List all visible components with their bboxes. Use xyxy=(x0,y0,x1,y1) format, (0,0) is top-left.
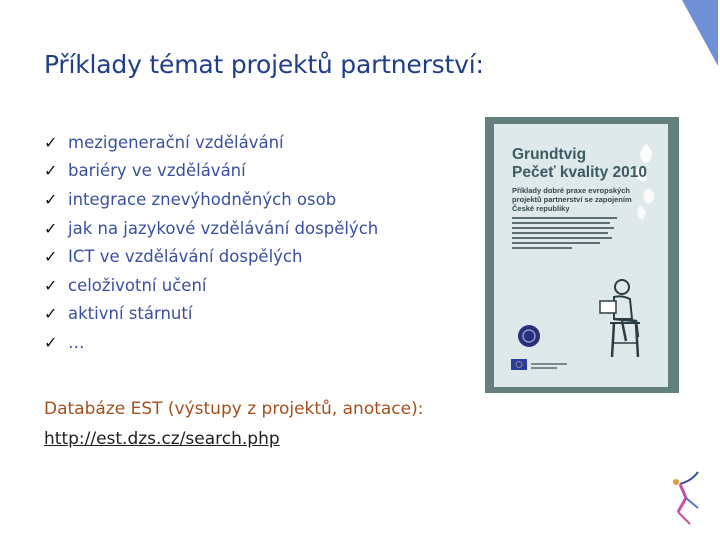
brochure-body-text xyxy=(512,217,642,259)
list-item-label: mezigenerační vzdělávání xyxy=(68,132,284,152)
database-label: Databáze EST (výstupy z projektů, anotace): xyxy=(44,399,424,419)
list-item xyxy=(44,300,378,329)
reading-figure-icon xyxy=(592,279,652,359)
checkmark-icon: ✓ xyxy=(44,304,58,324)
topic-list xyxy=(44,128,378,357)
quality-seal-icon xyxy=(517,324,541,348)
brochure-cover-image xyxy=(485,117,679,393)
brochure-title: Grundtvig Pečeť kvality 2010 xyxy=(512,146,647,181)
dancer-logo-icon xyxy=(668,468,708,528)
list-item xyxy=(44,271,378,300)
list-item xyxy=(44,242,378,271)
list-item-label: ICT ve vzdělávání dospělých xyxy=(68,247,303,267)
checkmark-icon: ✓ xyxy=(44,189,58,209)
database-link[interactable]: http://est.dzs.cz/search.php xyxy=(44,429,280,449)
checkmark-icon: ✓ xyxy=(44,247,58,267)
list-item-label: jak na jazykové vzdělávání dospělých xyxy=(68,218,379,238)
eu-logos-icon xyxy=(511,357,571,373)
brochure-cover-panel xyxy=(494,124,668,387)
text-lines-placeholder xyxy=(512,217,622,257)
list-item-label: … xyxy=(68,332,85,352)
list-item xyxy=(44,128,378,157)
checkmark-icon: ✓ xyxy=(44,218,58,238)
list-item xyxy=(44,185,378,214)
corner-triangle-icon xyxy=(660,0,720,70)
page-title: Příklady témat projektů partnerství: xyxy=(44,50,484,79)
checkmark-icon: ✓ xyxy=(44,132,58,152)
list-item xyxy=(44,157,378,186)
list-item-label: celoživotní učení xyxy=(68,275,207,295)
list-item-label: integrace znevýhodněných osob xyxy=(68,189,337,209)
brochure-subtitle: Příklady dobré praxe evropských projektů partnerství se zapojením České republiky xyxy=(512,186,632,213)
list-item xyxy=(44,214,378,243)
list-item xyxy=(44,328,378,357)
checkmark-icon: ✓ xyxy=(44,332,58,352)
list-item-label: bariéry ve vzdělávání xyxy=(68,161,246,181)
list-item-label: aktivní stárnutí xyxy=(68,304,193,324)
checkmark-icon: ✓ xyxy=(44,161,58,181)
checkmark-icon: ✓ xyxy=(44,275,58,295)
